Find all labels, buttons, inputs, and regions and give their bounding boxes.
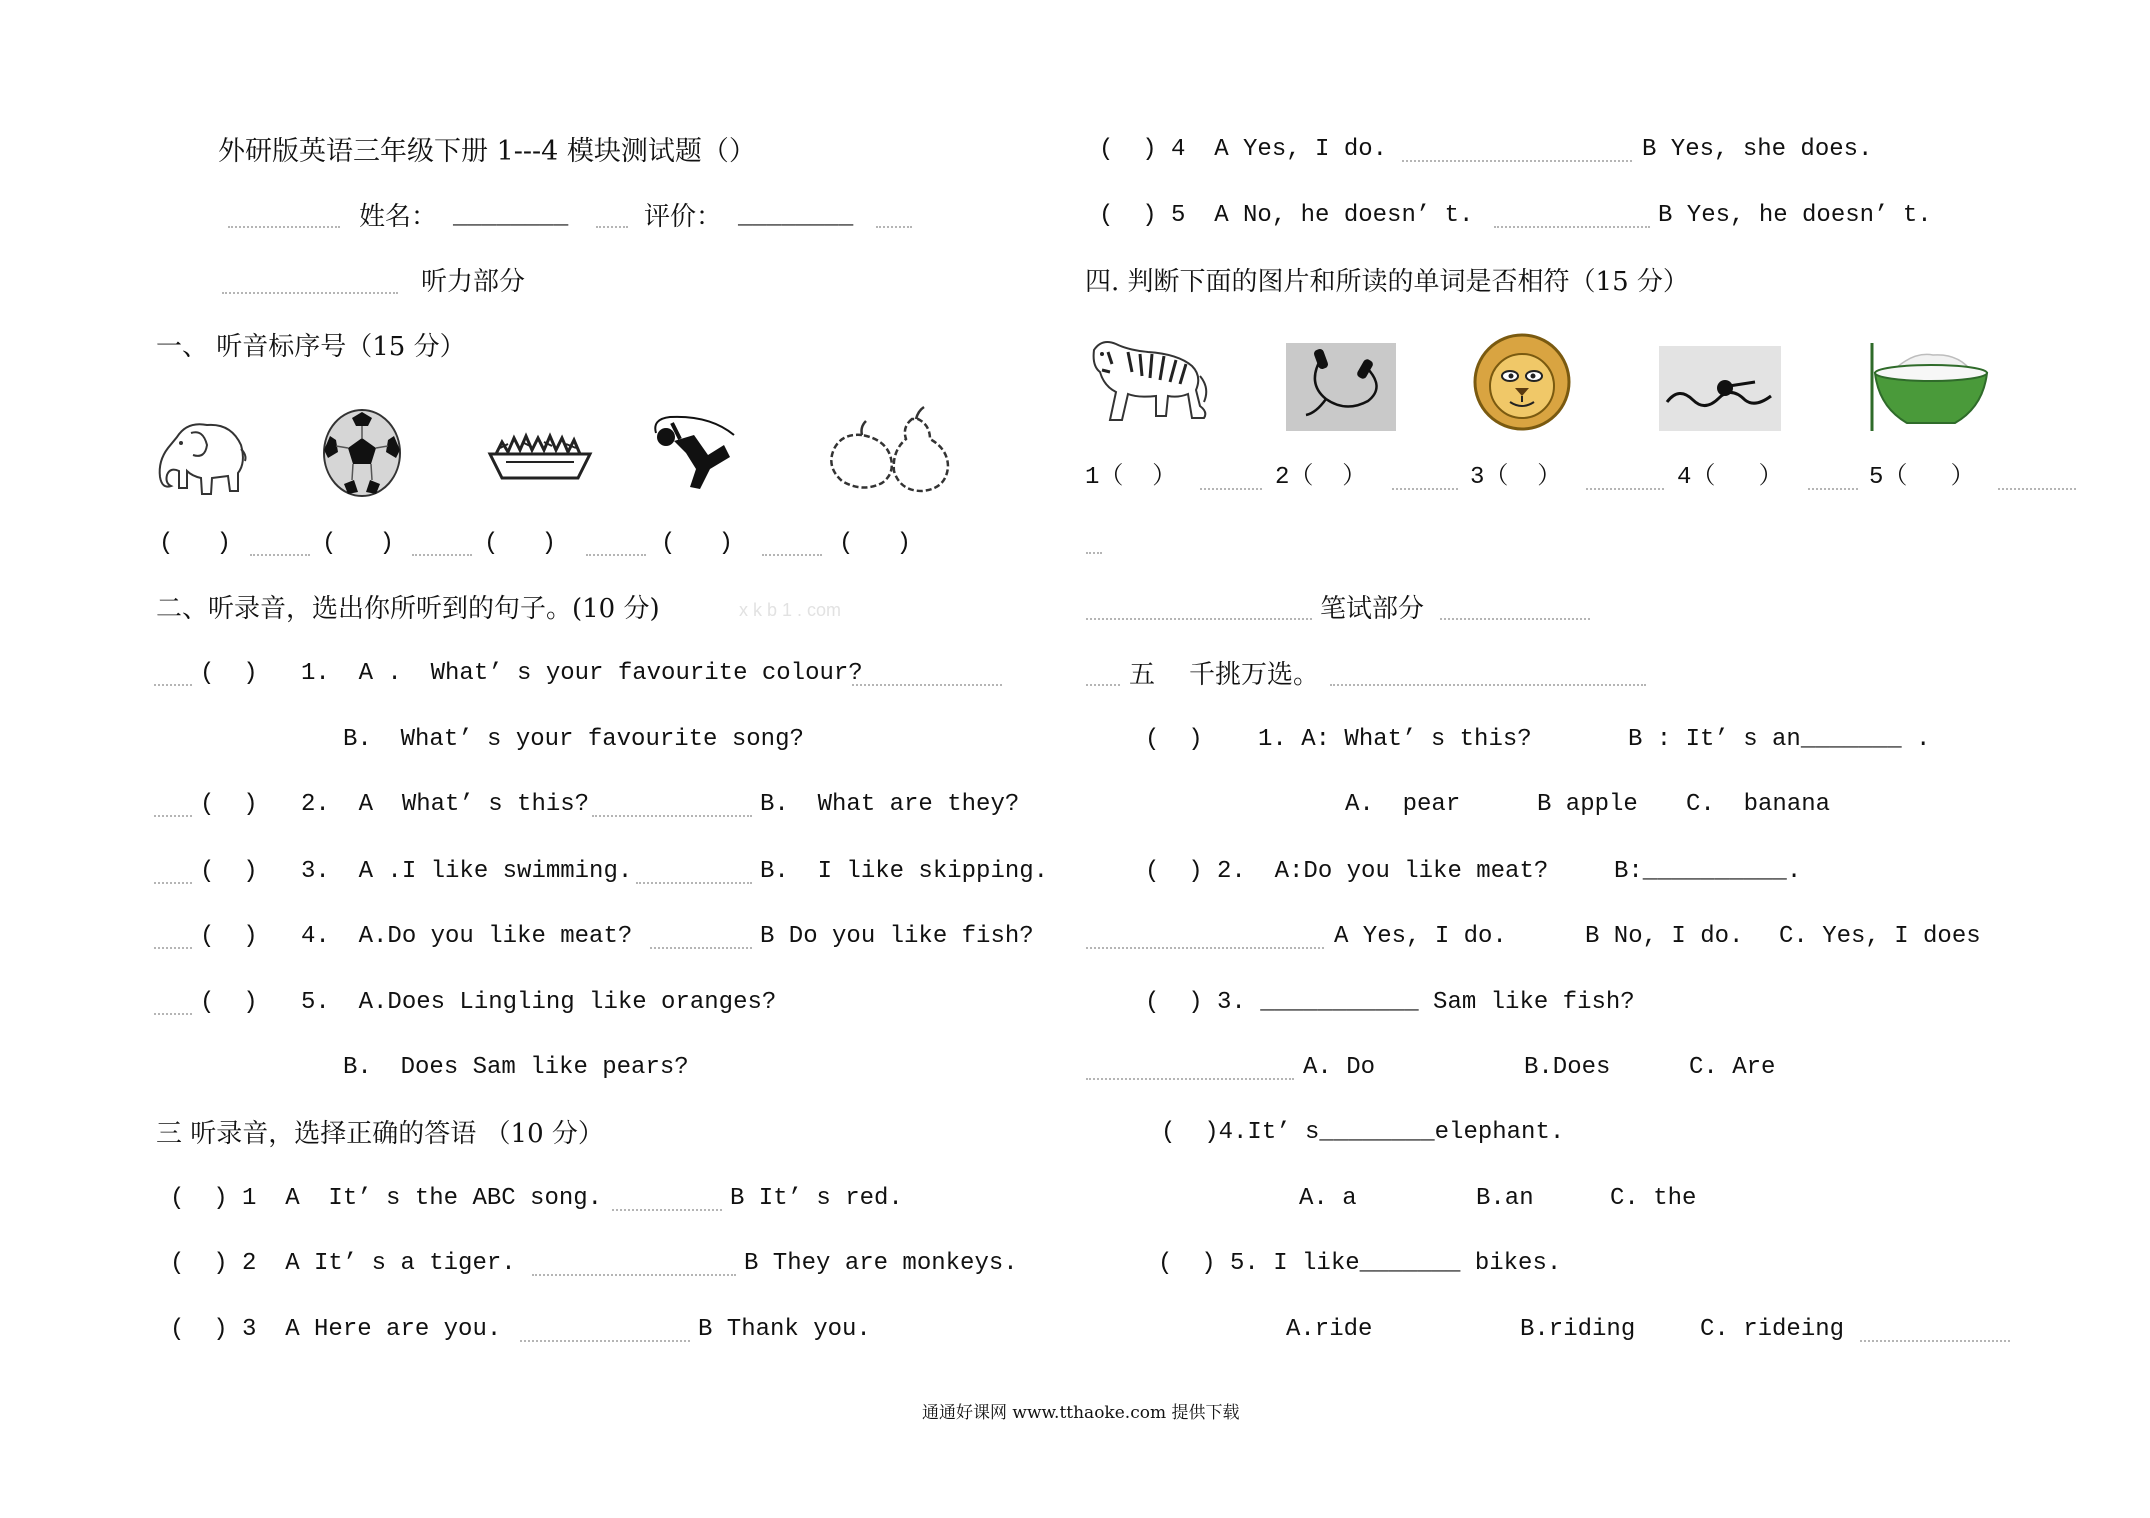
dot-leader — [250, 554, 310, 556]
choice-b: B No, I do. — [1585, 923, 1744, 950]
choice-c: C. Yes, I does — [1779, 923, 1981, 950]
question-option-b: B. I like skipping. — [760, 858, 1049, 885]
part3-heading: 三 听录音，选择正确的答语 （10 分） — [156, 1119, 604, 1149]
swimmer-icon — [1659, 346, 1781, 431]
response-option-b: B Yes, he doesn’ t. — [1658, 202, 1932, 229]
question-blank: B : It’ s an_______ . — [1628, 726, 1931, 753]
footer-source: 通通好课网 www.tthaoke.com 提供下载 — [922, 1403, 1240, 1423]
jump-rope-icon — [1286, 343, 1396, 431]
dot-leader — [154, 815, 192, 817]
part1-bracket[interactable]: ( ) — [159, 530, 232, 557]
listening-part-heading: 听力部分 — [421, 267, 526, 297]
dot-leader — [1086, 947, 1324, 949]
choice-c: C. Are — [1689, 1054, 1776, 1081]
dot-leader — [1402, 160, 1632, 162]
dot-leader — [1998, 488, 2076, 490]
part5-heading: 千挑万选。 — [1189, 660, 1320, 690]
skipping-person-icon — [650, 415, 738, 495]
dot-leader — [586, 554, 646, 556]
choice-a: A. a — [1299, 1185, 1357, 1212]
dot-leader — [762, 554, 822, 556]
choice-a: A. Do — [1303, 1054, 1376, 1081]
choice-a: A Yes, I do. — [1334, 923, 1507, 950]
response-option-a: ( ) 5 A No, he doesn’ t. — [1099, 202, 1474, 229]
question-option-a: 3. A .I like swimming. — [301, 858, 633, 885]
choice-c: C. banana — [1686, 791, 1831, 818]
response-option-b: B It’ s red. — [730, 1185, 903, 1212]
question-stem: ( ) 2. A:Do you like meat? — [1145, 858, 1549, 885]
rice-bowl-icon — [1869, 343, 1991, 431]
elephant-icon — [155, 415, 249, 498]
choice-a: A. pear — [1345, 791, 1461, 818]
dot-leader — [1086, 552, 1102, 554]
part4-answer-2[interactable]: 2（ ） — [1275, 464, 1367, 491]
dot-leader — [1086, 1078, 1294, 1080]
question-stem: 1. A: What’ s this? — [1258, 726, 1532, 753]
grade-field[interactable]: ________ — [738, 204, 854, 231]
choice-b: B.riding — [1520, 1316, 1636, 1343]
question-stem: ( ) 3. ___________ Sam like fish? — [1145, 989, 1635, 1016]
dot-leader — [1200, 488, 1262, 490]
choice-a: A.ride — [1286, 1316, 1373, 1343]
choice-c: C. rideing — [1700, 1316, 1845, 1343]
answer-bracket[interactable]: ( ) — [200, 791, 258, 818]
answer-bracket[interactable]: ( ) — [200, 858, 258, 885]
dot-leader — [1086, 684, 1120, 686]
question-option-a: 1. A . What’ s your favourite colour? — [301, 660, 863, 687]
dot-leader — [412, 554, 472, 556]
part4-heading: 四. 判断下面的图片和所读的单词是否相符（15 分） — [1085, 267, 1689, 297]
dot-leader — [592, 815, 752, 817]
question-stem: ( )4.It’ s________elephant. — [1161, 1119, 1565, 1146]
dot-leader — [1330, 684, 1646, 686]
part4-answer-1[interactable]: 1（ ） — [1085, 464, 1177, 491]
tiger-icon — [1088, 332, 1210, 428]
written-part-heading: 笔试部分 — [1320, 594, 1425, 624]
dot-leader — [154, 1013, 192, 1015]
choice-b: B.an — [1476, 1185, 1534, 1212]
dot-leader — [154, 947, 192, 949]
question-option-a: 2. A What’ s this? — [301, 791, 590, 818]
response-option-b: B They are monkeys. — [744, 1250, 1018, 1277]
response-option-a: ( ) 1 A It’ s the ABC song. — [170, 1185, 603, 1212]
dot-leader — [532, 1274, 736, 1276]
part1-heading: 一、 听音标序号（15 分） — [156, 332, 466, 362]
watermark: x k b 1 . com — [739, 600, 842, 620]
response-option-a: ( ) 2 A It’ s a tiger. — [170, 1250, 516, 1277]
question-option-a: 5. A.Does Lingling like oranges? — [301, 989, 777, 1016]
page-title: 外研版英语三年级下册 1---4 模块测试题（） — [218, 136, 756, 167]
part1-bracket[interactable]: ( ) — [839, 530, 912, 557]
dot-leader — [1494, 226, 1650, 228]
dot-leader — [1586, 488, 1664, 490]
answer-bracket[interactable]: ( ) — [1145, 726, 1203, 753]
dot-leader — [154, 882, 192, 884]
part5-number: 五 — [1129, 660, 1156, 690]
part4-answer-4[interactable]: 4（ ） — [1677, 464, 1783, 491]
dot-leader — [154, 684, 192, 686]
soccer-ball-icon — [322, 408, 402, 498]
pears-icon — [822, 405, 954, 495]
dot-leader — [1808, 488, 1858, 490]
dot-leader — [876, 226, 912, 228]
part2-heading: 二、听录音，选出你所听到的句子。(10 分) — [156, 594, 660, 624]
dot-leader — [1392, 488, 1458, 490]
choice-c: C. the — [1610, 1185, 1697, 1212]
name-field[interactable]: ________ — [453, 204, 569, 231]
question-stem: ( ) 5. I like_______ bikes. — [1158, 1250, 1562, 1277]
dot-leader — [852, 684, 1002, 686]
response-option-b: B Thank you. — [698, 1316, 871, 1343]
food-bowl-icon — [486, 428, 594, 484]
dot-leader — [1860, 1340, 2010, 1342]
part4-answer-5[interactable]: 5（ ） — [1869, 464, 1975, 491]
dot-leader — [222, 292, 398, 294]
dot-leader — [1086, 618, 1312, 620]
dot-leader — [596, 226, 628, 228]
part1-bracket[interactable]: ( ) — [322, 530, 395, 557]
answer-bracket[interactable]: ( ) — [200, 923, 258, 950]
part4-answer-3[interactable]: 3（ ） — [1470, 464, 1562, 491]
grade-label: 评价： — [644, 202, 723, 232]
lion-icon — [1470, 332, 1574, 431]
dot-leader — [1440, 618, 1590, 620]
name-label: 姓名： — [359, 202, 438, 232]
choice-b: B.Does — [1524, 1054, 1611, 1081]
response-option-a: ( ) 4 A Yes, I do. — [1099, 136, 1388, 163]
response-option-b: B Yes, she does. — [1642, 136, 1873, 163]
choice-b: B apple — [1537, 791, 1638, 818]
answer-bracket[interactable]: ( ) — [200, 660, 258, 687]
response-option-a: ( ) 3 A Here are you. — [170, 1316, 502, 1343]
answer-bracket[interactable]: ( ) — [200, 989, 258, 1016]
dot-leader — [636, 882, 752, 884]
question-option-a: 4. A.Do you like meat? — [301, 923, 633, 950]
question-option-b: B. What’ s your favourite song? — [343, 726, 804, 753]
question-option-b: B. What are they? — [760, 791, 1020, 818]
question-blank: B:__________. — [1614, 858, 1802, 885]
dot-leader — [650, 947, 752, 949]
part1-bracket[interactable]: ( ) — [484, 530, 557, 557]
dot-leader — [520, 1340, 690, 1342]
question-option-b: B Do you like fish? — [760, 923, 1034, 950]
part1-bracket[interactable]: ( ) — [661, 530, 734, 557]
question-option-b: B. Does Sam like pears? — [343, 1054, 689, 1081]
dot-leader — [612, 1209, 722, 1211]
dot-leader — [228, 226, 340, 228]
